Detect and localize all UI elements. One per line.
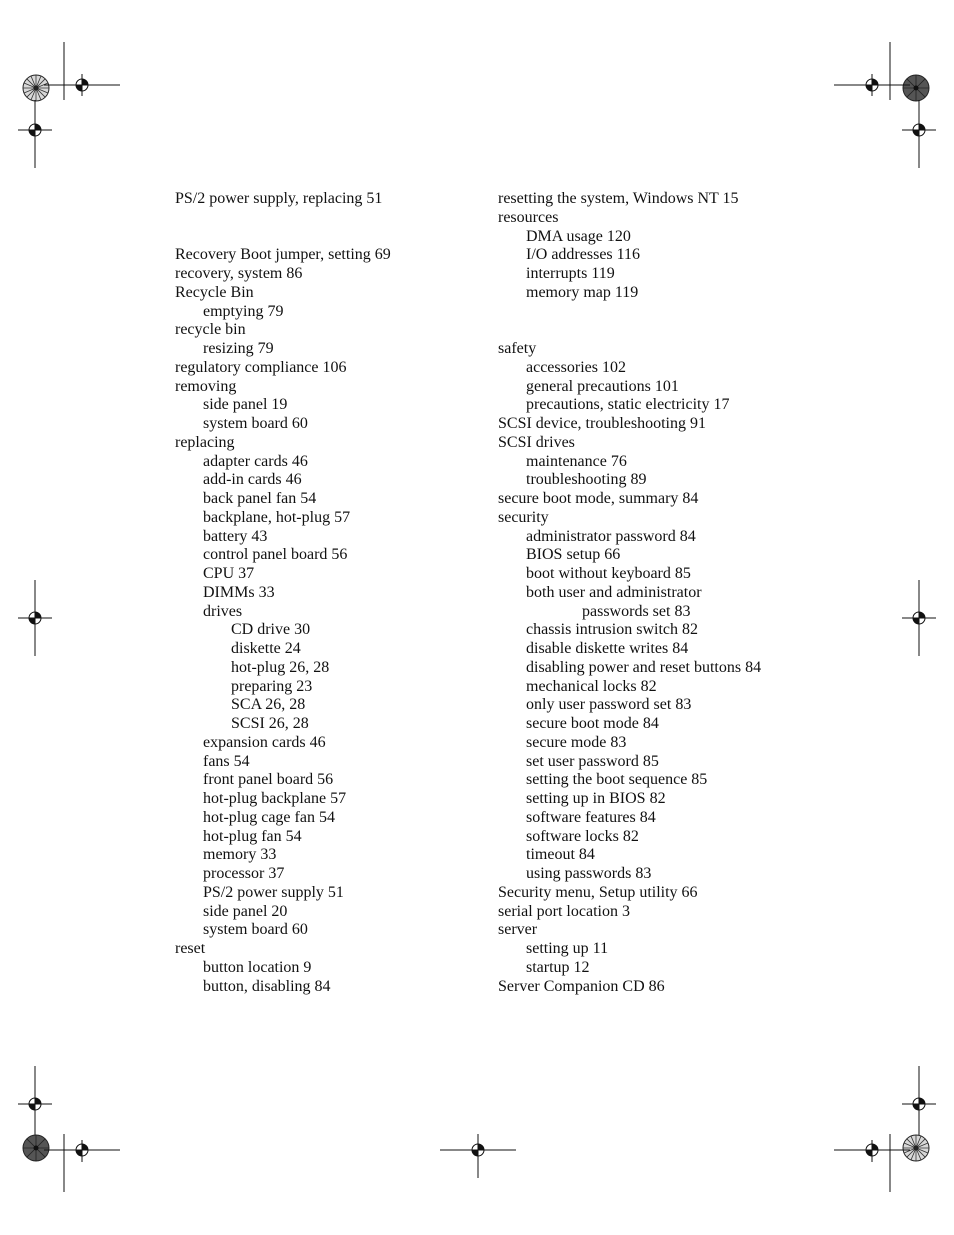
index-subentry: preparing 23 [231, 677, 313, 695]
index-entry: SCSI drives [498, 433, 575, 451]
index-subentry: hot-plug cage fan 54 [203, 808, 335, 826]
index-subentry: DIMMs 33 [203, 583, 275, 601]
registration-crosshair-icon [834, 1134, 910, 1194]
index-subentry: fans 54 [203, 752, 250, 770]
registration-crosshair-icon [18, 100, 52, 170]
index-entry: replacing [175, 433, 235, 451]
index-entry: serial port location 3 [498, 902, 630, 920]
index-subentry: system board 60 [203, 921, 308, 939]
index-subentry: PS/2 power supply 51 [203, 883, 344, 901]
index-subentry: hot-plug backplane 57 [203, 790, 347, 807]
index-subentry: timeout 84 [526, 846, 595, 864]
index-subentry: only user password set 83 [526, 696, 692, 714]
index-subentry: side panel 20 [203, 902, 288, 920]
index-entry: security [498, 508, 549, 526]
index-subentry: mechanical locks 82 [526, 677, 657, 695]
index-subentry: maintenance 76 [526, 452, 627, 470]
index-entry: recycle bin [175, 321, 246, 339]
index-subentry: side panel 19 [203, 396, 288, 414]
registration-crosshair-icon [902, 1066, 936, 1136]
index-subentry: using passwords 83 [526, 865, 652, 882]
index-subentry: disabling power and reset buttons 84 [526, 658, 762, 676]
index-subentry: processor 37 [203, 865, 285, 882]
index-subentry: button, disabling 84 [203, 977, 331, 995]
index-entry: reset [175, 940, 206, 957]
index-entry: secure boot mode, summary 84 [498, 490, 699, 507]
registration-crosshair-icon [902, 100, 936, 170]
registration-crosshair-icon [44, 1134, 120, 1194]
index-entry: safety [498, 340, 537, 357]
index-subentry: software features 84 [526, 808, 656, 826]
index-letter-gap [175, 209, 475, 247]
index-subentry: chassis intrusion switch 82 [526, 621, 698, 639]
index-entry: resources [498, 208, 559, 226]
index-column-left [175, 190, 475, 996]
index-subentry: hot-plug 26, 28 [231, 658, 330, 676]
index-entry: removing [175, 377, 237, 395]
index-subentry: secure mode 83 [526, 733, 627, 751]
index-subentry: troubleshooting 89 [526, 471, 647, 489]
index-subentry: both user and administrator [526, 583, 702, 601]
index-subentry: boot without keyboard 85 [526, 565, 691, 582]
index-entry: Recycle Bin [175, 283, 254, 301]
index-entry: Server Companion CD 86 [498, 977, 665, 995]
index-subentry: adapter cards 46 [203, 452, 308, 470]
index-subentry: system board 60 [203, 415, 308, 432]
registration-crosshair-icon [834, 42, 910, 128]
index-subentry: back panel fan 54 [203, 490, 317, 507]
index-subentry: interrupts 119 [526, 265, 615, 282]
index-entry: Recovery Boot jumper, setting 69 [175, 246, 391, 264]
index-subentry: precautions, static electricity 17 [526, 396, 730, 414]
index-letter-gap [498, 303, 808, 341]
index-subentry: SCSI 26, 28 [231, 715, 309, 732]
index-subentry: backplane, hot-plug 57 [203, 508, 351, 526]
index-entry: regulatory compliance 106 [175, 358, 347, 376]
index-subentry: CPU 37 [203, 565, 255, 582]
index-subentry: battery 43 [203, 527, 268, 545]
index-subentry: expansion cards 46 [203, 733, 326, 751]
index-subentry: DMA usage 120 [526, 227, 631, 245]
index-subentry: memory map 119 [526, 283, 639, 301]
index-subentry: accessories 102 [526, 358, 626, 376]
index-subentry: setting the boot sequence 85 [526, 771, 708, 789]
index-subentry: add-in cards 46 [203, 471, 302, 489]
registration-crosshair-icon [902, 580, 936, 656]
index-subentry: CD drive 30 [231, 621, 311, 639]
index-subentry: diskette 24 [231, 640, 301, 657]
index-entry: recovery, system 86 [175, 265, 303, 282]
index-subentry: emptying 79 [203, 302, 284, 320]
index-entry: Security menu, Setup utility 66 [498, 883, 698, 901]
index-subentry: control panel board 56 [203, 546, 348, 564]
registration-crosshair-icon [18, 1066, 52, 1136]
index-subentry: button location 9 [203, 958, 312, 976]
registration-crosshair-icon [18, 580, 52, 656]
index-subentry: I/O addresses 116 [526, 246, 641, 264]
registration-crosshair-icon [44, 42, 120, 128]
index-subentry: drives [203, 602, 243, 620]
index-subentry: disable diskette writes 84 [526, 640, 689, 657]
index-subentry: software locks 82 [526, 827, 639, 845]
index-entry: server [498, 921, 538, 939]
index-entry: resetting the system, Windows NT 15 [498, 190, 739, 207]
index-subentry: setting up 11 [526, 940, 609, 957]
index-entry: PS/2 power supply, replacing 51 [175, 190, 383, 207]
index-subentry: startup 12 [526, 958, 590, 976]
index-subentry: general precautions 101 [526, 377, 679, 395]
index-subentry: SCA 26, 28 [231, 696, 306, 714]
index-subentry: administrator password 84 [526, 527, 696, 545]
index-subentry: passwords set 83 [582, 602, 691, 620]
index-subentry: set user password 85 [526, 752, 659, 770]
index-subentry: BIOS setup 66 [526, 546, 621, 564]
index-subentry: setting up in BIOS 82 [526, 790, 666, 807]
registration-crosshair-icon [440, 1134, 516, 1180]
index-subentry: memory 33 [203, 846, 277, 864]
index-column-right [498, 190, 808, 996]
index-subentry: resizing 79 [203, 340, 274, 357]
index-subentry: front panel board 56 [203, 771, 334, 789]
index-subentry: secure boot mode 84 [526, 715, 659, 732]
index-entry: SCSI device, troubleshooting 91 [498, 415, 706, 432]
index-subentry: hot-plug fan 54 [203, 827, 302, 845]
